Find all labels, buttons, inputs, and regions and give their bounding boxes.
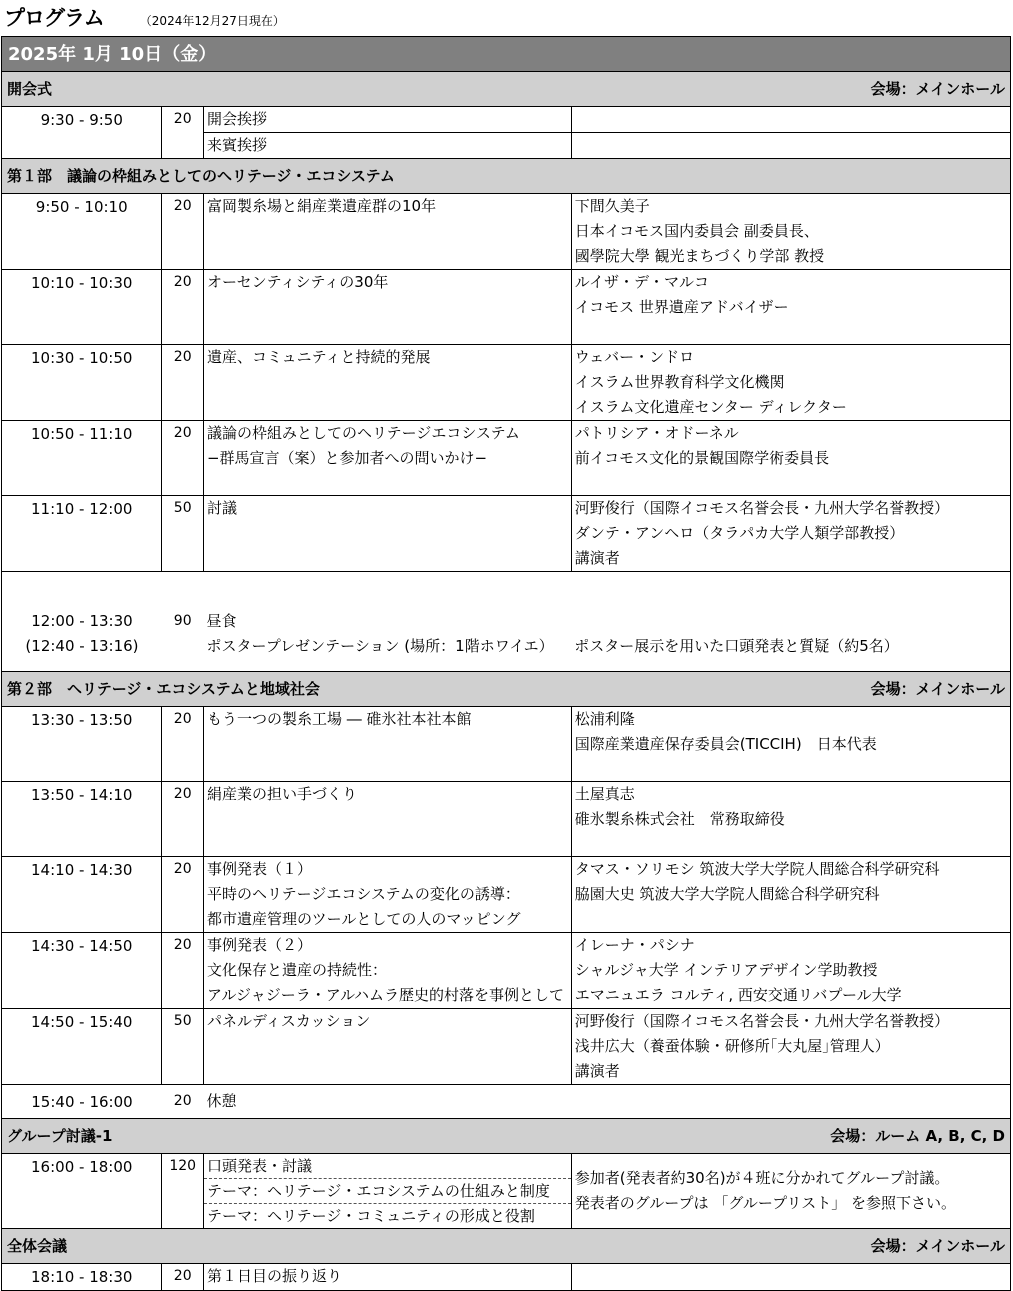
- session-title-line: 平時のヘリテージエコシステムの変化の誘導：: [206, 885, 520, 903]
- session-row: [2, 270, 1011, 345]
- session-title-line: 事例発表（２）: [206, 936, 312, 954]
- session-row: [2, 933, 1011, 1009]
- session-title: [203, 496, 571, 572]
- speaker-line: 講演者: [574, 1062, 620, 1080]
- session-title-line: 議論の枠組みとしてのヘリテージエコシステム: [206, 424, 520, 442]
- lunch-minutes: 90: [173, 612, 192, 629]
- section-plenary: [2, 1229, 1011, 1264]
- speaker-line: 国際産業遺産保存委員会(TICCIH) 日本代表: [574, 735, 877, 753]
- session-row: [2, 857, 1011, 933]
- section-part1: [2, 159, 1011, 194]
- session-minutes: 20: [162, 782, 204, 857]
- section-name: グループ討議-1: [7, 1126, 113, 1145]
- section-opening: [2, 72, 1011, 107]
- break-time: 15:40 - 16:00: [2, 1085, 162, 1119]
- session-time: 13:30 - 13:50: [2, 707, 162, 782]
- session-minutes: 20: [162, 857, 204, 933]
- session-title: [203, 707, 571, 782]
- session-time: 10:30 - 10:50: [2, 345, 162, 421]
- session-minutes: 50: [162, 1009, 204, 1085]
- plenary-title: 第１日目の振り返り: [203, 1264, 571, 1291]
- session-title: [203, 345, 571, 421]
- speaker-line: 碓氷製糸株式会社 常務取締役: [574, 810, 785, 828]
- speaker-line: 土屋真志: [574, 785, 635, 803]
- session-minutes: 20: [162, 270, 204, 345]
- session-title-line: もう一つの製糸工場 ― 碓氷社本社本館: [206, 710, 472, 728]
- group-theme: テーマ：ヘリテージ・エコシステムの仕組みと制度: [204, 1178, 571, 1203]
- speaker-line: タマス・ソリモシ 筑波大学大学院人間総合科学研究科: [574, 860, 940, 878]
- page-title: プログラム: [4, 6, 104, 30]
- session-speaker: [571, 707, 1010, 782]
- break-minutes: 20: [162, 1085, 204, 1119]
- speaker-line: イスラム世界教育科学文化機関: [574, 373, 785, 391]
- session-speaker: [571, 133, 1010, 159]
- break-row: [2, 1085, 1011, 1119]
- group-minutes: 120: [162, 1154, 204, 1229]
- session-speaker: [571, 421, 1010, 496]
- session-title: [203, 1009, 571, 1085]
- poster-note: ポスター展示を用いた口頭発表と質疑（約5名）: [574, 636, 899, 655]
- session-minutes: 50: [162, 496, 204, 572]
- session-row: [2, 707, 1011, 782]
- session-time: 10:10 - 10:30: [2, 270, 162, 345]
- lunch-title: 昼食: [206, 611, 237, 630]
- session-row: [2, 107, 1011, 133]
- session-title-line: 絹産業の担い手づくり: [206, 785, 357, 803]
- session-time: 14:30 - 14:50: [2, 933, 162, 1009]
- venue-label: 会場：メインホール: [870, 79, 1005, 98]
- speaker-line: 下間久美子: [574, 197, 650, 215]
- session-title-line: 事例発表（１）: [206, 860, 312, 878]
- section-name: 第２部 ヘリテージ・エコシステムと地域社会: [7, 679, 320, 698]
- speaker-line: 脇園大史 筑波大学大学院人間総合科学研究科: [574, 885, 880, 903]
- speaker-line: 河野俊行（国際イコモス名誉会長・九州大学名誉教授）: [574, 1012, 950, 1030]
- session-row: [2, 345, 1011, 421]
- session-title: [203, 933, 571, 1009]
- session-minutes: 20: [162, 107, 204, 159]
- session-time: 10:50 - 11:10: [2, 421, 162, 496]
- speaker-line: 講演者: [574, 549, 620, 567]
- speaker-line: ダンテ・アンヘロ（タラパカ大学人類学部教授）: [574, 524, 905, 542]
- speaker-line: 前イコモス文化的景観国際学術委員長: [574, 449, 830, 467]
- speaker-line: ルイザ・デ・マルコ: [574, 273, 710, 291]
- session-title-line: オーセンティシティの30年: [206, 273, 389, 291]
- part2-sessions: [2, 707, 1011, 1085]
- section-name: 全体会議: [7, 1236, 68, 1255]
- session-time: 14:10 - 14:30: [2, 857, 162, 933]
- session-time: 11:10 - 12:00: [2, 496, 162, 572]
- session-title-line: 文化保存と遺産の持続性：: [206, 961, 387, 979]
- plenary-row: [2, 1264, 1011, 1291]
- session-title: [203, 270, 571, 345]
- session-minutes: 20: [162, 194, 204, 270]
- speaker-line: イレーナ・パシナ: [574, 936, 695, 954]
- section-name: 第１部 議論の枠組みとしてのヘリテージ・エコシステム: [7, 166, 395, 185]
- session-time: 14:50 - 15:40: [2, 1009, 162, 1085]
- plenary-time: 18:10 - 18:30: [2, 1264, 162, 1291]
- section-name: 開会式: [7, 79, 53, 98]
- group-theme: テーマ：ヘリテージ・コミュニティの形成と役割: [204, 1203, 571, 1228]
- venue-label: 会場：メインホール: [870, 1236, 1005, 1255]
- group-row: [2, 1154, 1011, 1229]
- speaker-line: イコモス 世界遺産アドバイザー: [574, 298, 789, 316]
- group-note: 発表者のグループは 「グループリスト」 を参照下さい。: [574, 1194, 956, 1212]
- group-note: 参加者(発表者約30名)が４班に分かれてグループ討議。: [574, 1169, 950, 1187]
- session-minutes: 20: [162, 707, 204, 782]
- lunch-time: 12:00 - 13:30: [31, 611, 133, 630]
- speaker-line: 浅井広大（養蚕体験・研修所｢大丸屋｣管理人）: [574, 1037, 890, 1055]
- speaker-line: エマニュエラ コルティ, 西安交通リバプール大学: [574, 986, 902, 1004]
- session-title-line: −群馬宣言（案）と参加者への問いかけ−: [206, 449, 488, 467]
- group-time: 16:00 - 18:00: [2, 1154, 162, 1229]
- speaker-line: 河野俊行（国際イコモス名誉会長・九州大学名誉教授）: [574, 499, 950, 517]
- session-title-line: 富岡製糸場と絹産業遺産群の10年: [206, 197, 437, 215]
- session-speaker: [571, 194, 1010, 270]
- session-title: 開会挨拶: [203, 107, 571, 133]
- poster-title: ポスタープレゼンテーション (場所：1階ホワイエ）: [206, 636, 554, 655]
- day-header-row: [2, 37, 1011, 72]
- session-row: [2, 782, 1011, 857]
- session-time: 9:30 - 9:50: [2, 107, 162, 159]
- session-speaker: [571, 782, 1010, 857]
- section-group: [2, 1119, 1011, 1154]
- page-header: [4, 2, 285, 32]
- session-row: [2, 421, 1011, 496]
- session-speaker: [571, 496, 1010, 572]
- session-title-line: アルジャジーラ・アルハムラ歴史的村落を事例として: [206, 986, 565, 1004]
- part1-sessions: [2, 194, 1011, 572]
- speaker-line: 日本イコモス国内委員会 副委員長、: [574, 222, 819, 240]
- session-title: [203, 194, 571, 270]
- session-title: [203, 857, 571, 933]
- speaker-line: シャルジャ大学 インテリアデザイン学助教授: [574, 961, 878, 979]
- session-title: [203, 782, 571, 857]
- day-label: 2025年 1月 10日（金）: [2, 37, 1011, 72]
- as-of-date: （2024年12月27日現在）: [139, 14, 285, 28]
- break-title: 休憩: [203, 1085, 1010, 1119]
- session-title: [203, 421, 571, 496]
- group-item: 口頭発表・討議: [206, 1157, 312, 1175]
- session-time: 9:50 - 10:10: [2, 194, 162, 270]
- speaker-line: 松浦利隆: [574, 710, 635, 728]
- session-speaker: [571, 107, 1010, 133]
- session-title: 来賓挨拶: [203, 133, 571, 159]
- session-title-line: 討議: [206, 499, 237, 517]
- venue-label: 会場：メインホール: [870, 679, 1005, 698]
- program-table: [1, 36, 1011, 1291]
- session-minutes: 20: [162, 345, 204, 421]
- speaker-line: イスラム文化遺産センター ディレクター: [574, 398, 847, 416]
- poster-time: (12:40 - 13:16): [25, 636, 139, 655]
- session-row: [2, 496, 1011, 572]
- session-speaker: [571, 270, 1010, 345]
- session-speaker: [571, 1009, 1010, 1085]
- section-part2: [2, 672, 1011, 707]
- session-row: [2, 1009, 1011, 1085]
- speaker-line: ウェバー・ンドロ: [574, 348, 695, 366]
- plenary-minutes: 20: [162, 1264, 204, 1291]
- session-speaker: [571, 933, 1010, 1009]
- session-row: [2, 194, 1011, 270]
- speaker-line: 國學院大學 観光まちづくり学部 教授: [574, 247, 825, 265]
- session-title-line: 都市遺産管理のツールとしての人のマッピング: [206, 910, 521, 928]
- session-speaker: [571, 857, 1010, 933]
- session-speaker: [571, 345, 1010, 421]
- session-minutes: 20: [162, 421, 204, 496]
- lunch-row: [2, 572, 1011, 672]
- session-title-line: パネルディスカッション: [206, 1012, 371, 1030]
- speaker-line: パトリシア・オドーネル: [574, 424, 739, 442]
- session-minutes: 20: [162, 933, 204, 1009]
- session-title-line: 遺産、コミュニティと持続的発展: [206, 348, 431, 366]
- session-time: 13:50 - 14:10: [2, 782, 162, 857]
- venue-label: 会場：ルーム A, B, C, D: [830, 1126, 1005, 1145]
